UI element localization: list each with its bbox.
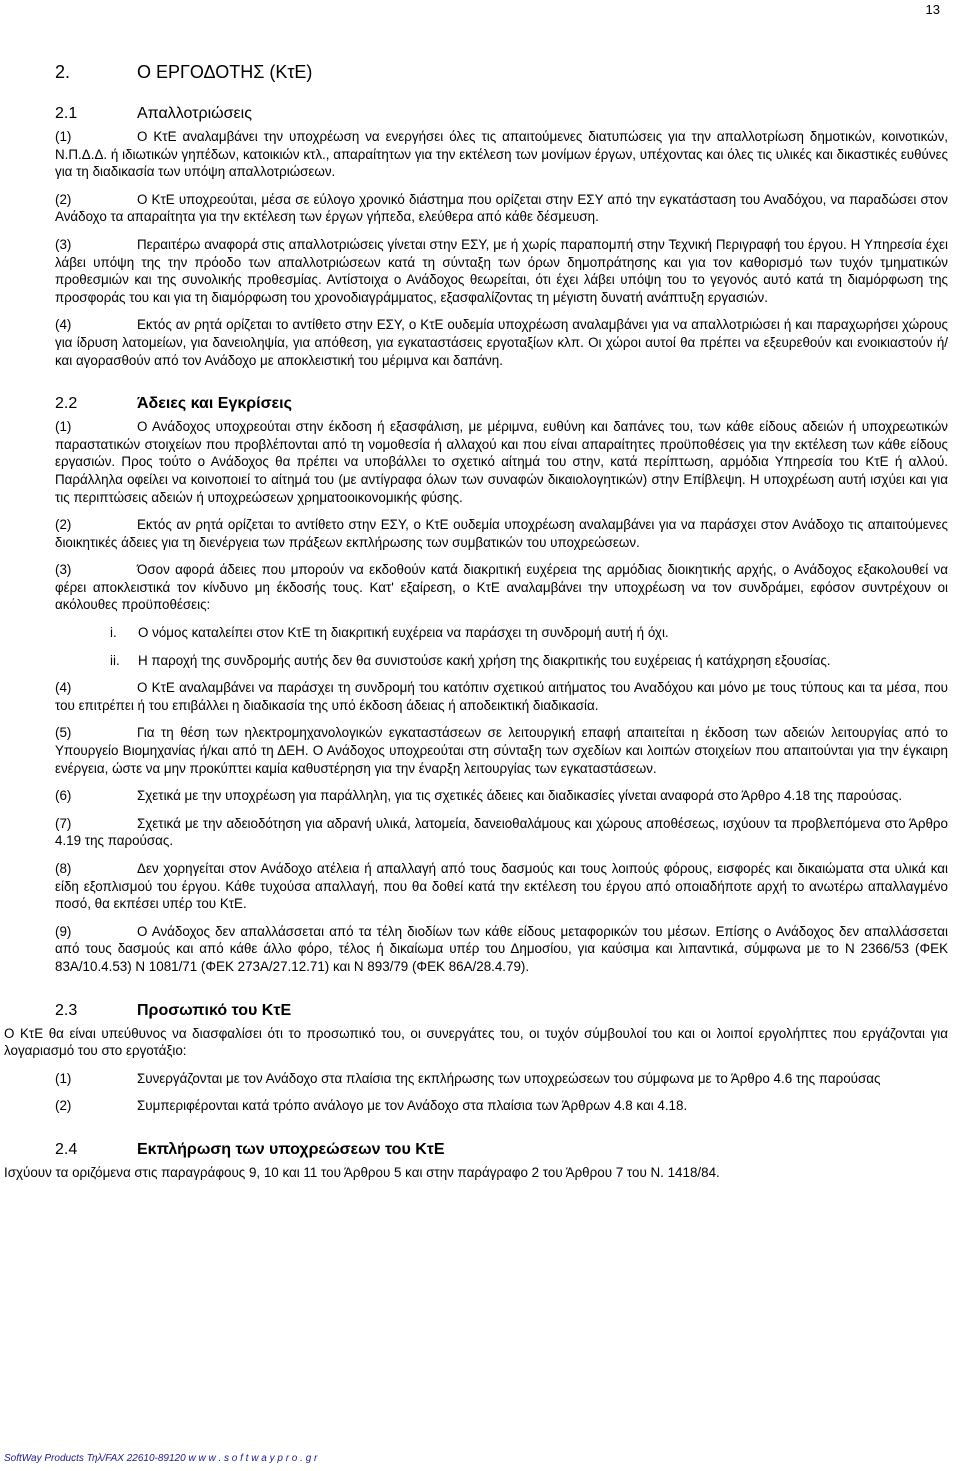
paragraph-number: (4) — [55, 680, 72, 696]
paragraph-text: Εκτός αν ρητά ορίζεται το αντίθετο στην ΕΣΥ, ο ΚτΕ ουδεμία υποχρέωση αναλαμβάνει για να απαλλοτριώσει ή και παραχωρήσει χώρους για ίδρυση λατομείων, για δανειοληψία, για απόθεση, για εγκαταστάσεις εργοταξίων κλπ. Οι χώροι αυτοί θα πρέπει να εξευρεθούν και ενοικιαστούν ή/και αγορασθούν από τον Ανάδοχο με αποκλειστική του μέριμνα και δαπάνη. — [55, 317, 948, 368]
list-item-number: i. — [110, 625, 117, 641]
paragraph-text: Σχετικά με την υποχρέωση για παράλληλη, για τις σχετικές άδειες και διαδικασίες γίνεται αναφορά στο Άρθρο 4.18 της παρούσας. — [137, 788, 903, 804]
paragraph-2-3-2 — [55, 1097, 948, 1115]
paragraph-text: Σχετικά με την αδειοδότηση για αδρανή υλικά, λατομεία, δανειοθαλάμους και χώρους αποθέσεως, ισχύουν τα προβλεπόμενα στο Άρθρο 4.19 της παρούσας. — [55, 815, 948, 849]
paragraph-text: Περαιτέρω αναφορά στις απαλλοτριώσεις γίνεται στην ΕΣΥ, με ή χωρίς παραπομπή στην Τεχνική Περιγραφή του έργου. Η Υπηρεσία έχει λάβει υπόψη της την πρόοδο των απαλλοτριώσεων κατά τη σύνταξη των όρων δημοπράτησης και για τον καθορισμό των τυχόν τμηματικών προθεσμιών και της συνολικής προθεσμίας. Αντίστοιχα ο Ανάδοχος θεωρείται, ότι έχει λάβει υπόψη του το γεγονός αυτό κατά τη διαμόρφωση της προσφοράς του και για τη διαμόρφωση του χρονοδιαγράμματος, εξασφαλίζοντας τη μέγιστη δυνατή ανάπτυξη εργασιών. — [55, 236, 948, 305]
section-number: 2.3 — [55, 1001, 78, 1019]
paragraph-2-1-2 — [55, 191, 948, 226]
list-item-text: Η παροχή της συνδρομής αυτής δεν θα συνιστούσε κακή χρήση της διακριτικής του ευχέρειας ή κατάχρηση εξουσίας. — [138, 652, 831, 668]
paragraph-2-2-2 — [55, 516, 948, 551]
document-body — [4, 62, 960, 1182]
paragraph-2-2-1 — [55, 418, 948, 506]
paragraph-text: Όσον αφορά άδειες που μπορούν να εκδοθούν κατά διακριτική ευχέρεια της αρμόδιας διοικητικής αρχής, ο Ανάδοχος εξακολουθεί να φέρει αποκλειστικά τον κίνδυνο μη έκδοσής τους. Κατ' εξαίρεση, ο ΚτΕ αναλαμβάνει την υποχρέωση να τον συνδράμει, εφόσον συντρέχουν οι ακόλουθες προϋποθέσεις: — [55, 562, 948, 613]
section-heading-2-4 — [55, 1141, 960, 1159]
paragraph-number: (6) — [55, 788, 72, 804]
paragraph-number: (2) — [55, 1098, 72, 1114]
paragraph-number: (1) — [55, 419, 72, 435]
paragraph-text: Ο Ανάδοχος υποχρεούται στην έκδοση ή εξασφάλιση, με μέριμνα, ευθύνη και δαπάνες του, των κάθε είδους αδειών ή υποχρεωτικών παραστατικών στοιχείων που προβλέπονται από τη νομοθεσία ή αλλαχού και που είναι απαραίτητες προϋποθέσεις για την εκτέλεση των κάθε είδους εργασιών. Προς τούτο ο Ανάδοχος θα πρέπει να υποβάλλει το σχετικό αίτημά του στην, κατά περίπτωση, αρμόδια Υπηρεσία του ΚτΕ ή αλλού. Παράλληλα οφείλει να κοινοποιεί το αίτημά του (με αντίγραφα όλων των συναφών δικαιολογητικών) στην Επίβλεψη. Η υποχρέωση αυτή ισχύει και για τις περιπτώσεις αδειών ή υποχρεώσεων χρηματοοικονομικής φύσης. — [55, 419, 948, 505]
paragraph-number: (2) — [55, 517, 72, 533]
section-number: 2.2 — [55, 395, 78, 413]
paragraph-2-2-9 — [55, 923, 948, 976]
paragraph-2-2-7 — [55, 815, 948, 850]
section-heading-2-3 — [55, 1002, 960, 1020]
paragraph-number: (5) — [55, 725, 72, 741]
paragraph-text: Ο ΚτΕ αναλαμβάνει την υποχρέωση να ενεργήσει όλες τις απαιτούμενες διατυπώσεις για την απαλλοτρίωση δημοτικών, κοινοτικών, Ν.Π.Δ.Δ. ή ιδιωτικών γηπέδων, κατοικιών κτλ., απαραίτητων για την εκτέλεση των μονίμων έργων, υπέχοντας και όλες τις υλικές και δικαστικές ευθύνες για τη διαδικασία των υπόψη απαλλοτριώσεων. — [55, 129, 948, 180]
page-number: 13 — [925, 2, 940, 17]
section-number: 2.1 — [55, 105, 78, 122]
chapter-number: 2. — [55, 62, 71, 82]
paragraph-number: (2) — [55, 191, 72, 207]
section-intro: Ο ΚτΕ θα είναι υπεύθυνος να διασφαλίσει ότι το προσωπικό του, οι συνεργάτες του, οι τυχόν σύμβουλοί του και οι λοιποί εργολήπτες που εργάζονται για λογαριασμό του στο εργοτάξιο: — [4, 1025, 948, 1059]
paragraph-number: (7) — [55, 815, 72, 831]
paragraph-number: (1) — [55, 1070, 72, 1086]
paragraph-text: Ο ΚτΕ αναλαμβάνει να παράσχει τη συνδρομή του κατόπιν σχετικού αιτήματος του Αναδόχου και μόνο με τους τύπους και τα μέσα, που του επιτρέπει ή του επιβάλλει η διαδικασία της υπό έκδοση άδειας ή αποδεικτική διαδικασία. — [55, 680, 948, 713]
paragraph-text: Ο ΚτΕ υποχρεούται, μέσα σε εύλογο χρονικό διάστημα που ορίζεται στην ΕΣΥ από την εγκατάσταση του Αναδόχου, να παραδώσει στον Ανάδοχο τα απαραίτητα για την εκτέλεση των έργων γήπεδα, ελεύθερα από κάθε δέσμευση. — [55, 191, 948, 225]
paragraph-2-1-4 — [55, 316, 948, 369]
paragraph-text: Ο Ανάδοχος δεν απαλλάσσεται από τα τέλη διοδίων των κάθε είδους μεταφορικών του μέσων. Επίσης ο Ανάδοχος δεν απαλλάσσεται από τους δασμούς και από κάθε άλλο φόρο, τέλος ή δικαίωμα υπέρ του Δημοσίου, για καύσιμα και λιπαντικά, σύμφωνα με το Ν 2366/53 (ΦΕΚ 83Α/10.4.53) Ν 1081/71 (ΦΕΚ 273Α/27.12.71) και Ν 893/79 (ΦΕΚ 86Α/28.4.79). — [55, 923, 948, 974]
paragraph-number: (1) — [55, 129, 72, 144]
paragraph-2-2-4 — [55, 679, 948, 714]
paragraph-text: Εκτός αν ρητά ορίζεται το αντίθετο στην ΕΣΥ, ο ΚτΕ ουδεμία υποχρέωση αναλαμβάνει για να παράσχει στον Ανάδοχο τις απαιτούμενες διοικητικές άδειες για τη διενέργεια των πράξεων εκπλήρωσης των συμβατικών του υποχρεώσεων. — [55, 517, 948, 550]
section-text: Ισχύουν τα οριζόμενα στις παραγράφους 9, 10 και 11 του Άρθρου 5 και στην παράγραφο 2 του Άρθρου 7 του Ν. 1418/84. — [4, 1164, 720, 1180]
paragraph-number: (3) — [55, 236, 72, 252]
list-item — [110, 652, 948, 670]
paragraph-number: (9) — [55, 923, 72, 939]
paragraph-text: Για τη θέση των ηλεκτρομηχανολογικών εγκαταστάσεων σε λειτουργική επαφή απαιτείται η έκδοση των αδειών λειτουργίας από το Υπουργείο Βιομηχανίας ή/και από τη ΔΕΗ. Ο Ανάδοχος υποχρεούται στη σύνταξη των σχεδίων και λοιπών στοιχείων που απαιτούνται για την έγκαιρη ενέργεια, ώστε να μην προκύπτει καμία καθυστέρηση για την έναρξη λειτουργίας των εγκαταστάσεων. — [55, 725, 948, 776]
list-item-number: ii. — [110, 652, 120, 668]
paragraph-2-2-6 — [55, 787, 948, 805]
section-title: Εκπλήρωση των υποχρεώσεων του ΚτΕ — [137, 1140, 445, 1158]
paragraph-number: (4) — [55, 317, 72, 333]
section-title: Προσωπικό του ΚτΕ — [137, 1001, 292, 1019]
chapter-heading — [55, 62, 960, 83]
list-item-text: Ο νόμος καταλείπει στον ΚτΕ τη διακριτική ευχέρεια να παράσχει τη συνδρομή αυτή ή όχι. — [138, 625, 669, 641]
footer-credit: SoftWay Products Τηλ/FAX 22610-89120 w w w . s o f t w a y p r o . g r — [4, 1453, 318, 1464]
paragraph-number: (8) — [55, 861, 72, 876]
paragraph-text: Συνεργάζονται με τον Ανάδοχο στα πλαίσια της εκπλήρωσης των υποχρεώσεων του σύμφωνα με το Άρθρο 4.6 της παρούσας — [137, 1070, 881, 1086]
paragraph-number: (3) — [55, 562, 72, 578]
paragraph-text: Συμπεριφέρονται κατά τρόπο ανάλογο με τον Ανάδοχο στα πλαίσια των Άρθρων 4.8 και 4.18. — [137, 1098, 688, 1114]
section-title: Απαλλοτριώσεις — [137, 105, 252, 122]
paragraph-2-2-3 — [55, 561, 948, 614]
section-heading-2-1 — [55, 105, 960, 123]
section-number: 2.4 — [55, 1140, 78, 1158]
paragraph-2-3-1 — [55, 1070, 948, 1088]
section-title: Άδειες και Εγκρίσεις — [137, 395, 292, 413]
paragraph-2-2-8 — [55, 860, 948, 913]
section-heading-2-2 — [55, 395, 960, 413]
paragraph-2-1-1 — [55, 128, 948, 181]
paragraph-text: Δεν χορηγείται στον Ανάδοχο ατέλεια ή απαλλαγή από τους δασμούς και τους λοιπούς φόρους, εισφορές και δικαιώματα στα υλικά και είδη εξοπλισμού του έργου. Κάθε τυχούσα απαλλαγή, που θα δοθεί κατά την εκτέλεση του έργου από οποιαδήποτε αρχή το ανωτέρω απαλλαγμένο ποσό, θα εκπέσει υπέρ του ΚτΕ. — [55, 861, 948, 912]
paragraph-2-2-5 — [55, 724, 948, 777]
chapter-title: Ο ΕΡΓΟΔΟΤΗΣ (ΚτΕ) — [137, 62, 313, 82]
list-item — [110, 624, 948, 642]
paragraph-2-1-3 — [55, 236, 948, 306]
